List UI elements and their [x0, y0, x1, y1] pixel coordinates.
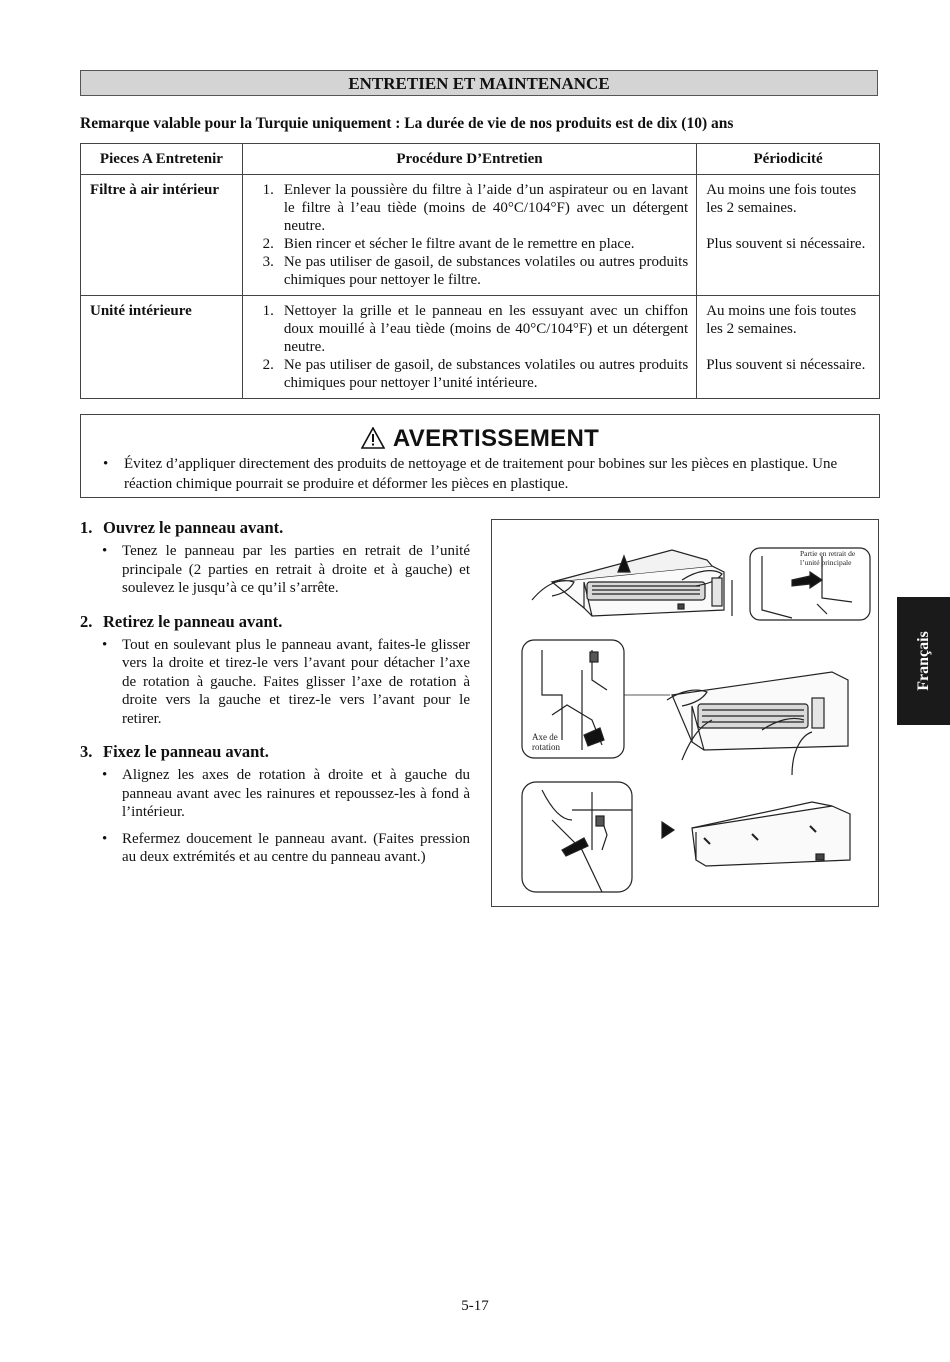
procedure-cell: [242, 175, 696, 296]
warning-title: [81, 425, 879, 453]
instructions: [80, 518, 470, 875]
language-tab: [897, 597, 950, 725]
bullet: •: [102, 543, 108, 559]
step-number: 1.: [262, 303, 274, 319]
illustration-panel: [491, 519, 879, 907]
frequency-note: Plus souvent si nécessaire.: [706, 357, 866, 373]
step-number: 2.: [262, 357, 274, 373]
frequency-note: Plus souvent si nécessaire.: [706, 236, 866, 252]
step-number: 2.: [80, 611, 93, 631]
part-name: Filtre à air intérieur: [81, 175, 243, 296]
list-item: [80, 766, 470, 822]
page-number: 5-17: [461, 1298, 489, 1314]
procedure-step: [252, 302, 688, 356]
step-number: 1.: [80, 518, 93, 537]
bullet: •: [102, 636, 108, 653]
step-heading: [80, 742, 470, 762]
warning-title-text: AVERTISSEMENT: [392, 425, 600, 452]
frequency-text: Au moins une fois toutes les 2 semaines.: [706, 182, 857, 216]
bullet: •: [102, 830, 108, 847]
recess-label-line1: Partie en retrait de: [800, 549, 856, 558]
step-bullets: [80, 766, 470, 867]
axis-label-line1: Axe de: [532, 732, 558, 742]
procedure-list: [252, 302, 688, 392]
list-item: [80, 542, 470, 598]
step-bullets: [80, 542, 470, 598]
step-open-panel: [80, 518, 470, 598]
step-bullets: [80, 636, 470, 729]
list-item: [80, 830, 470, 867]
table-row: [81, 296, 880, 399]
bullet: •: [103, 456, 109, 472]
step-text: Ne pas utiliser de gasoil, de substances volatiles ou autres produits chimiques pour nettoyer le filtre.: [283, 254, 689, 288]
table-header-row: [81, 144, 880, 175]
ac-unit-illustrations: [492, 520, 878, 906]
warning-text: [103, 454, 843, 494]
frequency-cell: [697, 175, 880, 296]
bullet: •: [102, 767, 108, 783]
procedure-step: [252, 235, 688, 253]
step-heading: [80, 518, 470, 538]
bullet-text: Tout en soulevant plus le panneau avant, faites-le glisser vers la droite et tirez-le vers l’avant pour détacher l’axe de rotation à gauche. Faites glisser l’axe de rotation à droite vers la gauche et tirez-le vers l’avant pour le retirer.: [122, 636, 470, 727]
step-text: Enlever la poussière du filtre à l’aide d’un aspirateur ou en lavant le filtre à l’eau tiède (moins de 40°C/104°F) avec un détergent neutre.: [283, 182, 689, 234]
language-label: Français: [914, 631, 932, 691]
recess-zoom-callout: [750, 548, 870, 620]
frequency-cell: [697, 296, 880, 399]
step-title: Ouvrez le panneau avant.: [103, 518, 284, 537]
step-text: Nettoyer la grille et le panneau en les essuyant avec un chiffon doux mouillé à l’eau tiède (moins de 40°C/104°F) et un détergent neutre.: [283, 303, 689, 355]
step-number: 1.: [262, 182, 274, 198]
col-header-part: Pieces A Entretenir: [81, 144, 243, 175]
step-number: 3.: [262, 254, 274, 270]
warning-body: Évitez d’appliquer directement des produits de nettoyage et de traitement pour bobines sur les pièces en plastique. Une réaction chimique pourrait se produire et déformer les pièces en plastique.: [124, 456, 838, 492]
bullet-text: Refermez doucement le panneau avant. (Faites pression au deux extrémités et au centre du panneau avant.): [122, 830, 470, 865]
procedure-list: [252, 181, 688, 289]
step-remove-panel: [80, 612, 470, 729]
warning-triangle-icon: [361, 427, 385, 449]
attach-panel-illustration: [522, 782, 850, 892]
axis-label-line2: rotation: [532, 742, 560, 752]
step-title: Fixez le panneau avant.: [103, 742, 269, 761]
procedure-step: [252, 356, 688, 392]
step-text: Bien rincer et sécher le filtre avant de le remettre en place.: [283, 236, 635, 252]
step-text: Ne pas utiliser de gasoil, de substances volatiles ou autres produits chimiques pour nettoyer l’unité intérieure.: [283, 357, 689, 391]
step-attach-panel: [80, 742, 470, 867]
step-number: 3.: [80, 742, 93, 761]
procedure-step: [252, 181, 688, 235]
table-row: [81, 175, 880, 296]
col-header-procedure: Procédure D’Entretien: [242, 144, 696, 175]
step-title: Retirez le panneau avant.: [103, 611, 283, 631]
part-name: Unité intérieure: [81, 296, 243, 399]
procedure-cell: [242, 296, 696, 399]
remove-panel-illustration: [522, 640, 848, 775]
turkey-remark: Remarque valable pour la Turquie uniquement : La durée de vie de nos produits est de dix (10) ans: [80, 115, 734, 132]
bullet-text: Alignez les axes de rotation à droite et à gauche du panneau avant avec les rainures et repoussez-les à fond à l’intérieur.: [122, 767, 470, 820]
step-heading: [80, 612, 470, 632]
open-panel-illustration: [532, 550, 732, 616]
section-title: ENTRETIEN ET MAINTENANCE: [80, 70, 878, 96]
bullet-text: Tenez le panneau par les parties en retrait de l’unité principale (2 parties en retrait à droite et à gauche) et soulevez le jusqu’à ce qu’il s’arrête.: [122, 543, 470, 596]
maintenance-table: [80, 143, 880, 399]
col-header-frequency: Périodicité: [697, 144, 880, 175]
frequency-text: Au moins une fois toutes les 2 semaines.: [706, 303, 857, 337]
warning-box: [80, 414, 880, 498]
step-number: 2.: [262, 236, 274, 252]
procedure-step: [252, 253, 688, 289]
list-item: [80, 636, 470, 729]
recess-label-line2: l’unité principale: [800, 558, 852, 567]
